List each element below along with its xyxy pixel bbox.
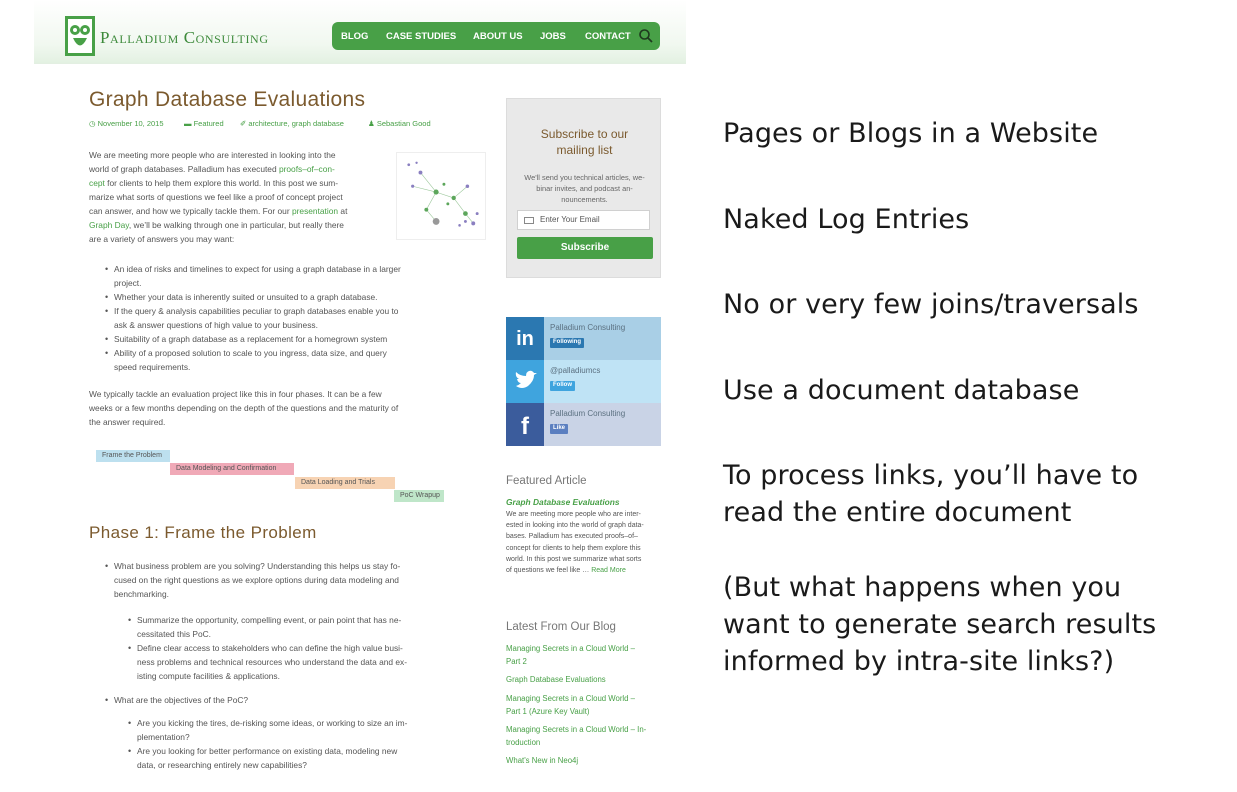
nav-case-studies[interactable]: CASE STUDIES (386, 31, 457, 42)
list-item: • What business problem are you solving? Understanding this helps us stay fo- cused on the right questions as we explore options during data modeling and benchmarking. (106, 559, 466, 601)
blog-link-secrets-intro[interactable]: Managing Secrets in a Cloud World – In- troduction (506, 725, 647, 747)
graph-visualization-image (396, 152, 486, 240)
proofs-of-concept-link[interactable]: proofs–of–con- (278, 164, 335, 174)
post-intro: We are meeting more people who are interested in looking into the world of graph databases. Palladium has executed proofs–of–con- cept for clients to help them explore this world. In this post we sum- marize what sorts of questions we feel like a proof of concept project can answer, and how we typically tackle them. For our presentation at Graph Day, we’ll be walking through one in particular, but really there are a variety of answers you may want: (89, 150, 348, 244)
proofs-of-concept-link-cont[interactable]: cept (89, 178, 105, 188)
goals-list (106, 262, 486, 374)
gantt-poc-wrapup: PoC Wrapup (394, 490, 444, 502)
linkedin-icon[interactable] (506, 317, 544, 360)
linkedin-following-button[interactable]: Following (550, 338, 584, 348)
nav-about-us[interactable]: ABOUT US (473, 31, 523, 42)
user-icon: ♟ (368, 119, 375, 128)
slide-point-document-db: Use a document database (723, 375, 1080, 406)
presentation-link[interactable]: presentation (291, 206, 339, 216)
subscribe-description: We'll send you technical articles, we- binar invites, and podcast an- nouncements. (524, 173, 645, 204)
subscribe-title: Subscribe to our mailing list (540, 127, 629, 157)
gantt-frame-problem: Frame the Problem (96, 450, 170, 462)
social-facebook-name: Palladium Consulting (550, 409, 626, 418)
list-item: • Are you kicking the tires, de-risking some ideas, or working to size an im- plementation? (129, 716, 469, 744)
gantt-data-loading: Data Loading and Trials (295, 477, 395, 489)
graph-day-link[interactable]: Graph Day (89, 220, 129, 230)
gantt-data-modeling: Data Modeling and Confirmation (170, 463, 294, 475)
email-field[interactable]: Enter Your Email (517, 210, 650, 230)
tag-icon: ✐ (240, 119, 247, 128)
social-twitter-handle: @palladiumcs (550, 366, 601, 375)
list-item: • What are the objectives of the PoC? (106, 693, 466, 707)
list-item: • An idea of risks and timelines to expect for using a graph database in a larger project. (106, 262, 486, 290)
list-item: • Ability of a proposed solution to scale to you ingress, data size, and query speed requirements. (106, 346, 486, 374)
subscribe-button[interactable]: Subscribe (517, 237, 653, 259)
phase1-sublist-1 (129, 613, 469, 683)
post-tags[interactable]: ✐ architecture, graph database (240, 119, 344, 128)
list-item: • Suitability of a graph database as a replacement for a homegrown system (106, 332, 486, 346)
list-item: • Are you looking for better performance on existing data, modeling new data, or researching entirely new capabilities? (129, 744, 469, 772)
main-nav (332, 22, 660, 50)
list-item: • Summarize the opportunity, compelling event, or pain point that has ne- cessitated this PoC. (129, 613, 469, 641)
nav-jobs[interactable]: JOBS (540, 31, 566, 42)
facebook-icon[interactable] (506, 403, 544, 446)
slide-point-search-results: (But what happens when you want to generate search results informed by intra-site links?) (723, 572, 1157, 677)
phase1-list (106, 559, 466, 601)
phase1-heading: Phase 1: Frame the Problem (89, 523, 317, 542)
social-facebook[interactable] (506, 403, 661, 446)
social-linkedin[interactable] (506, 317, 661, 360)
post-category[interactable]: ▬ Featured (184, 119, 224, 128)
slide-point-pages-blogs: Pages or Blogs in a Website (723, 118, 1099, 149)
featured-excerpt: We are meeting more people who are inter- ested in looking into the world of graph data- bases. Palladium has executed proofs–of– concept for clients to help them explore this world. In this post we summarize what sorts of questions we feel like … Read More (506, 511, 644, 575)
slide-point-log-entries: Naked Log Entries (723, 204, 970, 235)
phases-paragraph: We typically tackle an evaluation project like this in four phases. It can be a few weeks or a few months depending on the depth of the questions and the maturity of the answer required. (89, 389, 399, 427)
blog-link-secrets-part2[interactable]: Managing Secrets in a Cloud World – Part 2 (506, 644, 636, 666)
website-screenshot (34, 0, 686, 792)
twitter-follow-button[interactable]: Follow (550, 381, 575, 391)
phase1-sublist-2 (129, 716, 469, 772)
list-item: • If the query & analysis capabilities peculiar to graph databases enable you to ask & answer questions of high value to your business. (106, 304, 486, 332)
twitter-icon[interactable] (506, 360, 544, 403)
facebook-like-button[interactable]: Like (550, 424, 568, 434)
brand-name[interactable]: Palladium Consulting (100, 28, 269, 47)
envelope-icon (524, 217, 534, 224)
list-item: • Define clear access to stakeholders who can define the high value busi- ness problems and technical resources who understand the data and ex- isting compute facilities & applications. (129, 641, 469, 683)
post-author[interactable]: ♟ Sebastian Good (368, 119, 431, 128)
post-title[interactable]: Graph Database Evaluations (89, 88, 366, 111)
featured-heading: Featured Article (506, 475, 587, 487)
svg-text:in: in (516, 328, 534, 350)
blog-link-secrets-part1[interactable]: Managing Secrets in a Cloud World – Part 1 (Azure Key Vault) (506, 694, 636, 716)
read-more-link[interactable]: Read More (591, 567, 626, 575)
social-twitter[interactable] (506, 360, 661, 403)
nav-blog[interactable]: BLOG (341, 31, 369, 42)
svg-text:f: f (521, 413, 529, 440)
nav-contact[interactable]: CONTACT (585, 31, 631, 42)
social-linkedin-name: Palladium Consulting (550, 323, 626, 332)
search-icon[interactable] (638, 28, 654, 44)
owl-logo-icon[interactable] (64, 15, 96, 57)
blog-link-graph-eval[interactable]: Graph Database Evaluations (506, 675, 606, 684)
post-date: ◷ November 10, 2015 (89, 119, 164, 128)
phase1-list-2 (106, 693, 466, 707)
latest-heading: Latest From Our Blog (506, 621, 616, 633)
featured-title-link[interactable]: Graph Database Evaluations (506, 497, 620, 507)
slide-point-process-links: To process links, you’ll have to read the entire document (723, 460, 1139, 528)
slide-point-few-joins: No or very few joins/traversals (723, 289, 1139, 320)
blog-link-neo4j[interactable]: What's New in Neo4j (506, 756, 579, 765)
subscribe-widget (506, 98, 661, 278)
clock-icon: ◷ (89, 119, 96, 128)
folder-icon: ▬ (184, 119, 192, 128)
list-item: • Whether your data is inherently suited or unsuited to a graph database. (106, 290, 486, 304)
site-header (34, 0, 686, 64)
